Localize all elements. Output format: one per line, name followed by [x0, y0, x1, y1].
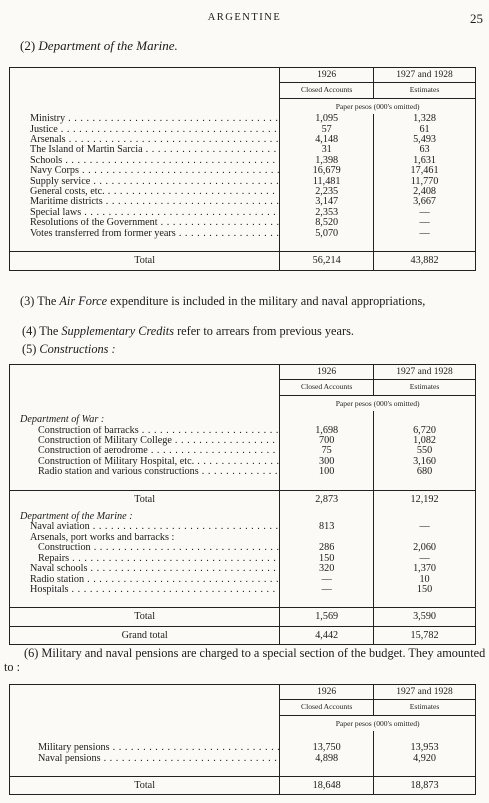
unit-note: Paper pesos (000's omitted)	[280, 98, 476, 114]
value-1927-1928: 11,770	[374, 177, 476, 187]
row-label: The Island of Martin Sarcia . . .	[30, 145, 280, 155]
page-header: ARGENTINE	[207, 12, 282, 23]
col-1927-1928-header: 1927 and 1928	[374, 365, 476, 380]
value-1927-1928: 63	[374, 145, 476, 155]
row-label: Supply service . . .	[30, 177, 280, 187]
table-row	[10, 135, 476, 145]
pensions-table	[9, 684, 476, 795]
value-1927-1928: —	[374, 554, 476, 564]
row-label: Hospitals . . .	[30, 585, 280, 595]
value-1926: 700	[280, 436, 374, 446]
blank	[280, 411, 374, 425]
row-label: Navy Corps . . .	[30, 166, 280, 176]
value-1927-1928: 6,720	[374, 426, 476, 436]
table-row	[10, 145, 476, 155]
header-blank	[10, 685, 280, 700]
table-row	[10, 554, 476, 564]
section-2-number: (2)	[20, 38, 36, 53]
department-of-war-heading: Department of War :	[20, 414, 105, 426]
value-1926: 57	[280, 125, 374, 135]
pensions-total-row-1927-1928: 18,873	[374, 777, 476, 795]
value-1926: —	[280, 585, 374, 595]
table-row	[10, 533, 476, 543]
row-label: Schools . . .	[30, 156, 280, 166]
pensions-total-row	[10, 777, 476, 795]
value-1926: 1,698	[280, 426, 374, 436]
table-row	[10, 426, 476, 436]
war-total-row-1926: 2,873	[280, 490, 374, 508]
row-label: Special laws . . .	[30, 208, 280, 218]
value-1927-1928: 13,953	[374, 743, 476, 753]
table-row	[10, 208, 476, 218]
header-blank	[10, 98, 280, 114]
value-1926: 4,898	[280, 754, 374, 764]
section-2-title: Department of the Marine.	[38, 38, 178, 53]
table-row	[10, 187, 476, 197]
col-estimates: Estimates	[374, 700, 476, 715]
value-1927-1928: 2,060	[374, 543, 476, 553]
constructions-table	[9, 364, 476, 645]
row-label: Naval schools . . .	[30, 564, 280, 574]
row-label: Naval aviation . . .	[30, 522, 280, 532]
value-1927-1928: 3,667	[374, 197, 476, 207]
pensions-total-row-1926: 18,648	[280, 777, 374, 795]
row-label: Military pensions . . .	[38, 743, 280, 753]
table-row	[10, 229, 476, 239]
header-blank	[10, 68, 280, 83]
value-1927-1928: —	[374, 229, 476, 239]
table-row	[10, 166, 476, 176]
value-1927-1928: 1,328	[374, 114, 476, 124]
marine-total-row-label: Total	[10, 608, 280, 626]
blank	[374, 508, 476, 522]
value-1926: 2,235	[280, 187, 374, 197]
grand-total-row-1926: 4,442	[280, 626, 374, 644]
value-1927-1928: 3,160	[374, 457, 476, 467]
row-label: Construction of barracks . . .	[38, 426, 280, 436]
row-label: Justice . . .	[30, 125, 280, 135]
row-label: Construction of Military College . . .	[38, 436, 280, 446]
table-row	[10, 543, 476, 553]
value-1926: 2,353	[280, 208, 374, 218]
col-1926-header: 1926	[280, 68, 374, 83]
value-1926: 3,147	[280, 197, 374, 207]
paragraph-6: (6) Military and naval pensions are charged to a special section of the budget. They amounted to :	[4, 646, 486, 674]
value-1927-1928: 1,370	[374, 564, 476, 574]
table-row	[10, 156, 476, 166]
value-1927-1928: 680	[374, 467, 476, 477]
grand-total-row	[10, 626, 476, 644]
value-1926: 31	[280, 145, 374, 155]
value-1926: 150	[280, 554, 374, 564]
value-1927-1928: 550	[374, 446, 476, 456]
marine-total-row	[10, 608, 476, 626]
table-row	[10, 177, 476, 187]
table-row	[10, 585, 476, 595]
page-number: 25	[470, 11, 483, 26]
department-of-marine-heading: Department of the Marine :	[20, 511, 133, 523]
row-label: Resolutions of the Government . . .	[30, 218, 280, 228]
value-1926: 8,520	[280, 218, 374, 228]
table-row	[10, 218, 476, 228]
value-1927-1928: 17,461	[374, 166, 476, 176]
grand-total-row-label: Grand total	[10, 626, 280, 644]
col-closed-accounts: Closed Accounts	[280, 380, 374, 395]
value-1927-1928: —	[374, 218, 476, 228]
row-label: Maritime districts . . .	[30, 197, 280, 207]
value-1926: 1,095	[280, 114, 374, 124]
table-row	[10, 125, 476, 135]
value-1926: 100	[280, 467, 374, 477]
header-blank	[10, 365, 280, 380]
col-1927-1928-header: 1927 and 1928	[374, 68, 476, 83]
row-label: Construction . . .	[38, 543, 280, 553]
value-1926: 16,679	[280, 166, 374, 176]
value-1926: 1,398	[280, 156, 374, 166]
table-row	[10, 197, 476, 207]
row-label: Naval pensions . . .	[38, 754, 280, 764]
marine-table	[9, 67, 476, 271]
col-estimates: Estimates	[374, 380, 476, 395]
col-1926-header: 1926	[280, 685, 374, 700]
value-1927-1928: 61	[374, 125, 476, 135]
war-total-row-1927-1928: 12,192	[374, 490, 476, 508]
value-1926: 300	[280, 457, 374, 467]
header-blank	[10, 395, 280, 411]
row-label: Radio station and various constructions . . .	[38, 467, 280, 477]
table-row	[10, 754, 476, 764]
value-1926: 13,750	[280, 743, 374, 753]
row-label: General costs, etc. . . .	[30, 187, 280, 197]
table-row	[10, 467, 476, 477]
value-1926: 4,148	[280, 135, 374, 145]
header-blank	[10, 380, 280, 395]
total-row	[10, 252, 476, 270]
value-1926: 75	[280, 446, 374, 456]
section-5-heading: (5) Constructions :	[22, 342, 116, 356]
value-1926: 286	[280, 543, 374, 553]
col-closed-accounts: Closed Accounts	[280, 83, 374, 98]
total-row-label: Total	[10, 252, 280, 270]
value-1927-1928: 5,493	[374, 135, 476, 145]
value-1926: 11,481	[280, 177, 374, 187]
col-estimates: Estimates	[374, 83, 476, 98]
value-1927-1928: 1,631	[374, 156, 476, 166]
col-1926-header: 1926	[280, 365, 374, 380]
unit-note: Paper pesos (000's omitted)	[280, 715, 476, 731]
pensions-total-row-label: Total	[10, 777, 280, 795]
row-label: Repairs . . .	[38, 554, 280, 564]
row-label: Construction of aerodrome . . .	[38, 446, 280, 456]
row-label: Votes transferred from former years . . .	[30, 229, 280, 239]
value-1927-1928: 1,082	[374, 436, 476, 446]
table-row	[10, 575, 476, 585]
table-row	[10, 564, 476, 574]
value-1926: 813	[280, 522, 374, 532]
row-label: Radio station . . .	[30, 575, 280, 585]
value-1927-1928: 4,920	[374, 754, 476, 764]
grand-total-row-1927-1928: 15,782	[374, 626, 476, 644]
value-1927-1928: 150	[374, 585, 476, 595]
paragraph-3: (3) The Air Force expenditure is included in the military and naval appropriations,	[20, 294, 426, 308]
section-2-heading	[20, 38, 178, 54]
blank	[374, 411, 476, 425]
war-total-row	[10, 490, 476, 508]
value-1927-1928: 10	[374, 575, 476, 585]
row-label: Arsenals, port works and barracks :	[30, 532, 175, 543]
value-1927-1928: —	[374, 208, 476, 218]
total-row-1927-1928: 43,882	[374, 252, 476, 270]
value-1926: 5,070	[280, 229, 374, 239]
marine-total-row-1926: 1,569	[280, 608, 374, 626]
table-row	[10, 436, 476, 446]
header-blank	[10, 715, 280, 731]
table-row	[10, 446, 476, 456]
blank	[280, 508, 374, 522]
table-row	[10, 522, 476, 532]
paragraph-4: (4) The Supplementary Credits refer to arrears from previous years.	[22, 324, 354, 338]
row-label: Ministry . . .	[30, 114, 280, 124]
row-label: Arsenals . . .	[30, 135, 280, 145]
row-label: Construction of Military Hospital, etc. . . .	[38, 457, 280, 467]
unit-note: Paper pesos (000's omitted)	[280, 395, 476, 411]
header-blank	[10, 700, 280, 715]
header-blank	[10, 83, 280, 98]
value-1926: —	[280, 575, 374, 585]
value-1927-1928: 2,408	[374, 187, 476, 197]
value-1926: 320	[280, 564, 374, 574]
war-total-row-label: Total	[10, 490, 280, 508]
col-closed-accounts: Closed Accounts	[280, 700, 374, 715]
table-row	[10, 114, 476, 124]
table-row	[10, 457, 476, 467]
marine-total-row-1927-1928: 3,590	[374, 608, 476, 626]
col-1927-1928-header: 1927 and 1928	[374, 685, 476, 700]
table-row	[10, 743, 476, 753]
value-1927-1928: —	[374, 522, 476, 532]
total-row-1926: 56,214	[280, 252, 374, 270]
